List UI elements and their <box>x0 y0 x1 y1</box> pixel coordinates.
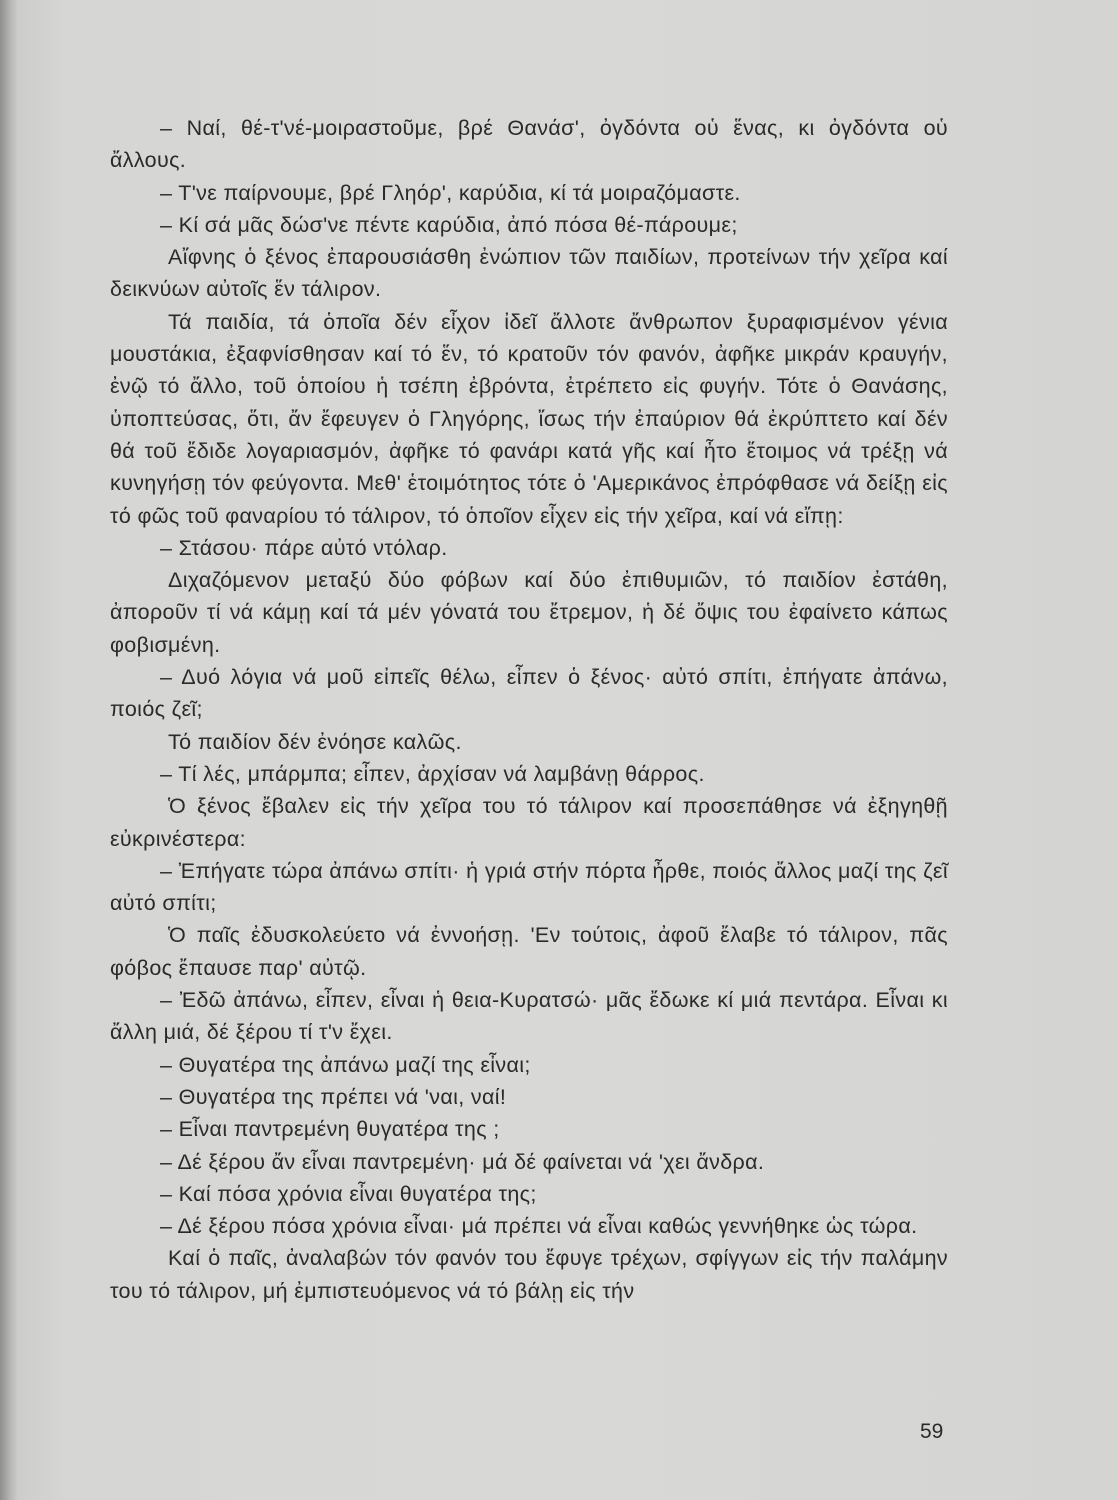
paragraph: Τά παιδία, τά ὁποῖα δέν εἶχον ἰδεῖ ἄλλοτε ἄνθρωπον ξυραφισμένον γένια μουστάκια, ἐξαφνίσθησαν καί τό ἕν, τό κρατοῦν τόν φανόν, ἀφῆκε μικράν κραυγήν, ἐνῷ τό ἄλλο, τοῦ ὁποίου ἡ τσέπη ἐβρόντα, ἐτρέπετο εἰς φυγήν. Τότε ὁ Θανάσης, ὑποπτεύσας, ὅτι, ἄν ἔφευγεν ὁ Γληγόρης, ἴσως τήν ἐπαύριον θά ἐκρύπτετο καί δέν θά τοῦ ἔδιδε λογαριασμόν, ἀφῆκε τό φανάρι κατά γῆς καί ἦτο ἕτοιμος νά τρέξῃ νά κυνηγήσῃ τόν φεύγοντα. Μεθ' ἑτοιμότητος τότε ὁ 'Αμερικάνος ἐπρόφθασε νά δείξῃ εἰς τό φῶς τοῦ φαναρίου τό τάλιρον, τό ὁποῖον εἶχεν εἰς τήν χεῖρα, καί νά εἴπῃ: <box>110 309 948 528</box>
paragraph: – Δέ ξέρου πόσα χρόνια εἶναι· μά πρέπει νά εἶναι καθώς γεννήθηκε ὡς τώρα. <box>160 1214 918 1239</box>
paragraph: Διχαζόμενον μεταξύ δύο φόβων καί δύο ἐπιθυμιῶν, τό παιδίον ἐστάθη, ἀποροῦν τί νά κάμῃ καί τά μέν γόνατά του ἔτρεμον, ἡ δέ ὄψις του ἐφαίνετο κάπως φοβισμένη. <box>110 568 948 657</box>
book-spine-shadow <box>0 0 18 1500</box>
paragraph: – Τ'νε παίρνουμε, βρέ Γληόρ', καρύδια, κί τά μοιραζόμαστε. <box>160 180 741 205</box>
paragraph: – Θυγατέρα της ἀπάνω μαζί της εἶναι; <box>160 1052 531 1077</box>
paragraph: – Ἐδῶ ἀπάνω, εἶπεν, εἶναι ἡ θεια-Κυρατσώ· μᾶς ἔδωκε κί μιά πεντάρα. Εἶναι κι ἄλλη μιά, δέ ξέρου τί τ'ν ἔχει. <box>110 988 948 1045</box>
paragraph: – Τί λές, μπάρμπα; εἶπεν, ἀρχίσαν νά λαμβάνῃ θάρρος. <box>160 761 705 786</box>
paragraph: – Καί πόσα χρόνια εἶναι θυγατέρα της; <box>160 1181 537 1206</box>
paragraph: – Θυγατέρα της πρέπει νά 'ναι, ναί! <box>160 1084 507 1109</box>
paragraph: Ὁ ξένος ἔβαλεν εἰς τήν χεῖρα του τό τάλιρον καί προσεπάθησε νά ἐξηγηθῇ εὐκρινέστερα: <box>110 794 948 851</box>
page-number: 59 <box>920 1420 944 1443</box>
paragraph: – Δυό λόγια νά μοῦ εἰπεῖς θέλω, εἶπεν ὁ ξένος· αὐτό σπίτι, ἐπήγατε ἀπάνω, ποιός ζεῖ; <box>110 665 948 722</box>
paragraph: Ὁ παῖς ἐδυσκολεύετο νά ἐννοήσῃ. 'Εν τούτοις, ἀφοῦ ἔλαβε τό τάλιρον, πᾶς φόβος ἔπαυσε παρ' αὐτῷ. <box>110 923 948 980</box>
text-block <box>110 112 948 1307</box>
paragraph: – Κί σά μᾶς δώσ'νε πέντε καρύδια, ἀπό πόσα θέ-πάρουμε; <box>160 212 738 237</box>
paragraph: – Ἐπήγατε τώρα ἀπάνω σπίτι· ἡ γριά στήν πόρτα ἦρθε, ποιός ἄλλος μαζί της ζεῖ αὐτό σπίτι; <box>110 858 948 916</box>
paragraph: – Ναί, θέ-τ'νέ-μοιραστοῦμε, βρέ Θανάσ', ὀγδόντα οὑ ἕνας, κι ὀγδόντα οὑ ἄλλους. <box>110 116 948 173</box>
paragraph: – Εἶναι παντρεμένη θυγατέρα της ; <box>160 1117 500 1142</box>
paragraph: Αἴφνης ὁ ξένος ἐπαρουσιάσθη ἐνώπιον τῶν παιδίων, προτείνων τήν χεῖρα καί δεικνύων αὐτοῖς ἕν τάλιρον. <box>110 245 948 302</box>
paragraph: – Στάσου· πάρε αὐτό ντόλαρ. <box>160 535 448 560</box>
paragraph: Καί ὁ παῖς, ἀναλαβών τόν φανόν του ἔφυγε τρέχων, σφίγγων εἰς τήν παλάμην του τό τάλιρον, μή ἐμπιστευόμενος νά τό βάλῃ εἰς τήν <box>110 1246 948 1303</box>
paragraph: – Δέ ξέρου ἄν εἶναι παντρεμένη· μά δέ φαίνεται νά 'χει ἄνδρα. <box>160 1149 765 1174</box>
paragraph: Τό παιδίον δέν ἐνόησε καλῶς. <box>168 729 462 754</box>
